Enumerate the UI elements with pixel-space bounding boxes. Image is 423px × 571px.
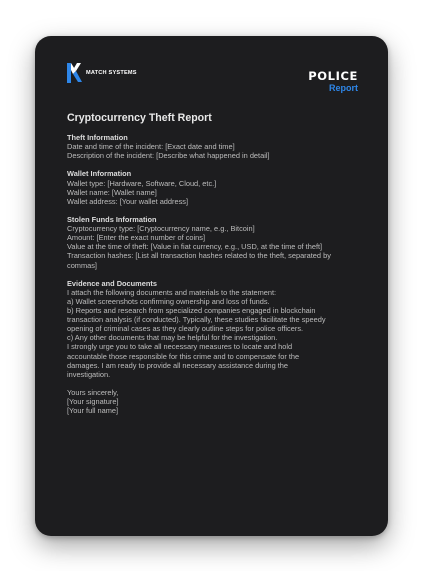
logo-text: MATCH SYSTEMS bbox=[86, 70, 137, 76]
text-line: investigation. bbox=[67, 369, 111, 379]
text-line: damages. I am ready to provide all necessary assistance during the bbox=[67, 360, 289, 370]
text-line: transaction analysis (if conducted). Typically, these studies facilitate the speedy bbox=[67, 315, 326, 325]
text-line: I attach the following documents and materials to the statement: bbox=[67, 287, 277, 297]
report-label: Report bbox=[329, 83, 358, 93]
police-label: POLICE bbox=[308, 69, 358, 83]
closing-line: Yours sincerely, bbox=[67, 388, 119, 397]
report-card bbox=[35, 36, 388, 536]
section-theft-information bbox=[67, 133, 367, 160]
police-report-badge bbox=[308, 70, 358, 94]
match-systems-logo-icon bbox=[66, 62, 82, 84]
text-line: Wallet name: [Wallet name] bbox=[67, 187, 157, 197]
section-closing bbox=[67, 388, 367, 415]
section-stolen-funds-information bbox=[67, 215, 367, 270]
text-line: Transaction hashes: [List all transaction hashes related to the theft, separated by bbox=[67, 251, 331, 261]
text-line: Value at the time of theft: [Value in fiat currency, e.g., USD, at the time of theft] bbox=[67, 242, 323, 252]
report-document bbox=[67, 112, 367, 424]
section-heading: Stolen Funds Information bbox=[67, 215, 157, 225]
text-line: Wallet address: [Your wallet address] bbox=[67, 196, 189, 206]
text-line: Description of the incident: [Describe what happened in detail] bbox=[67, 151, 270, 161]
document-title: Cryptocurrency Theft Report bbox=[67, 112, 212, 124]
section-heading: Evidence and Documents bbox=[67, 278, 157, 288]
section-wallet-information bbox=[67, 169, 367, 205]
section-evidence-and-documents bbox=[67, 279, 367, 379]
text-line: Wallet type: [Hardware, Software, Cloud, etc.] bbox=[67, 178, 217, 188]
text-line: Cryptocurrency type: [Cryptocurrency name, e.g., Bitcoin] bbox=[67, 224, 255, 234]
text-line: accountable those responsible for this crime and to compensate for the bbox=[67, 351, 300, 361]
text-line: Amount: [Enter the exact number of coins] bbox=[67, 233, 206, 243]
match-systems-logo bbox=[66, 62, 137, 84]
text-line: I strongly urge you to take all necessary measures to locate and hold bbox=[67, 342, 293, 352]
text-line: a) Wallet screenshots confirming ownership and loss of funds. bbox=[67, 296, 270, 306]
text-line: opening of criminal cases as they clearly outline steps for police officers. bbox=[67, 324, 304, 334]
text-line: b) Reports and research from specialized companies engaged in blockchain bbox=[67, 306, 316, 316]
text-line: Date and time of the incident: [Exact date and time] bbox=[67, 142, 235, 152]
signature-placeholder: [Your signature] bbox=[67, 397, 119, 407]
text-line: commas] bbox=[67, 260, 97, 270]
section-heading: Wallet Information bbox=[67, 169, 132, 179]
section-heading: Theft Information bbox=[67, 133, 128, 142]
text-line: c) Any other documents that may be helpful for the investigation. bbox=[67, 333, 278, 343]
full-name-placeholder: [Your full name] bbox=[67, 406, 119, 416]
